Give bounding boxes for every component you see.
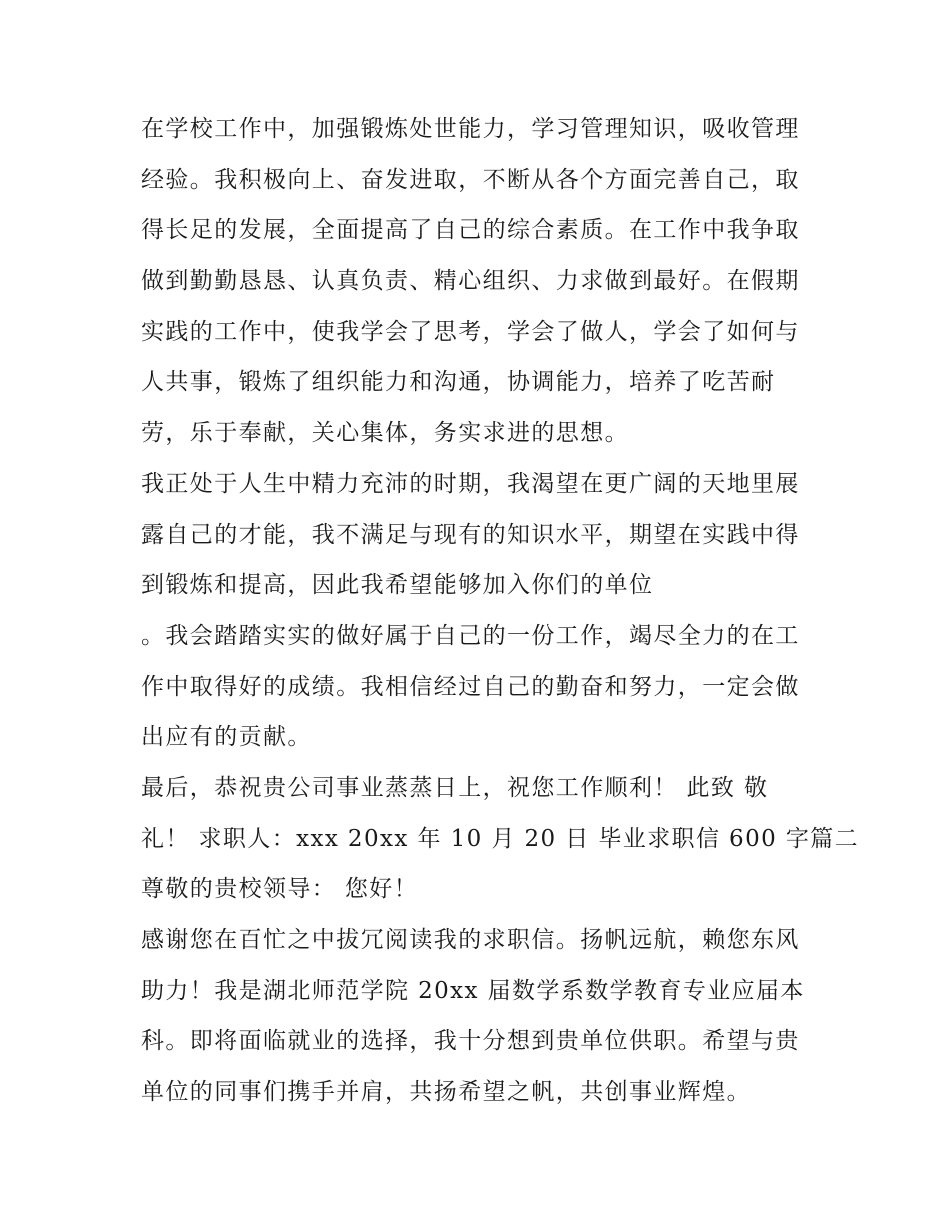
text-line: 劳，乐于奉献，关心集体，务实求进的思想。: [141, 420, 629, 447]
text-line: 科。即将面临就业的选择，我十分想到贵单位供职。希望与贵: [141, 1028, 800, 1055]
text-line: 在学校工作中，加强锻炼处世能力，学习管理知识，吸收管理: [141, 116, 800, 142]
text-line: 人共事，锻炼了组织能力和沟通，协调能力，培养了吃苦耐: [141, 369, 776, 396]
text-line: 我正处于人生中精力充沛的时期，我渴望在更广阔的天地里展: [141, 470, 800, 497]
letter-body: [141, 104, 860, 1118]
text-line: 做到勤勤恳恳、认真负责、精心组织、力求做到最好。在假期: [141, 268, 800, 295]
text-line: 到锻炼和提高，因此我希望能够加入你们的单位: [141, 572, 654, 599]
text-line: 作中取得好的成绩。我相信经过自己的勤奋和努力，一定会做: [141, 673, 800, 700]
text-line: 实践的工作中，使我学会了思考，学会了做人，学会了如何与: [141, 318, 800, 345]
text-line: 经验。我积极向上、奋发进取，不断从各个方面完善自己，取: [141, 166, 800, 193]
text-line: 感谢您在百忙之中拔冗阅读我的求职信。扬帆远航，赖您东风: [141, 927, 800, 953]
text-line: 得长足的发展，全面提高了自己的综合素质。在工作中我争取: [141, 217, 800, 244]
text-line: 。我会踏踏实实的做好属于自己的一份工作，竭尽全力的在工: [141, 622, 800, 649]
text-line: 礼！ 求职人：xxx 20xx 年 10 月 20 日 毕业求职信 600 字篇二: [141, 825, 860, 852]
text-line: 助力！我是湖北师范学院 20xx 届数学系数学教育专业应届本: [141, 977, 805, 1004]
text-line: 出应有的贡献。: [141, 724, 312, 751]
text-line: 最后，恭祝贵公司事业蒸蒸日上，祝您工作顺利！ 此致 敬: [141, 774, 769, 801]
text-line: 尊敬的贵校领导： 您好！: [141, 876, 419, 903]
text-line: 露自己的才能，我不满足与现有的知识水平，期望在实践中得: [141, 521, 800, 548]
text-line: 单位的同事们携手并肩，共扬希望之帆，共创事业辉煌。: [141, 1079, 751, 1106]
